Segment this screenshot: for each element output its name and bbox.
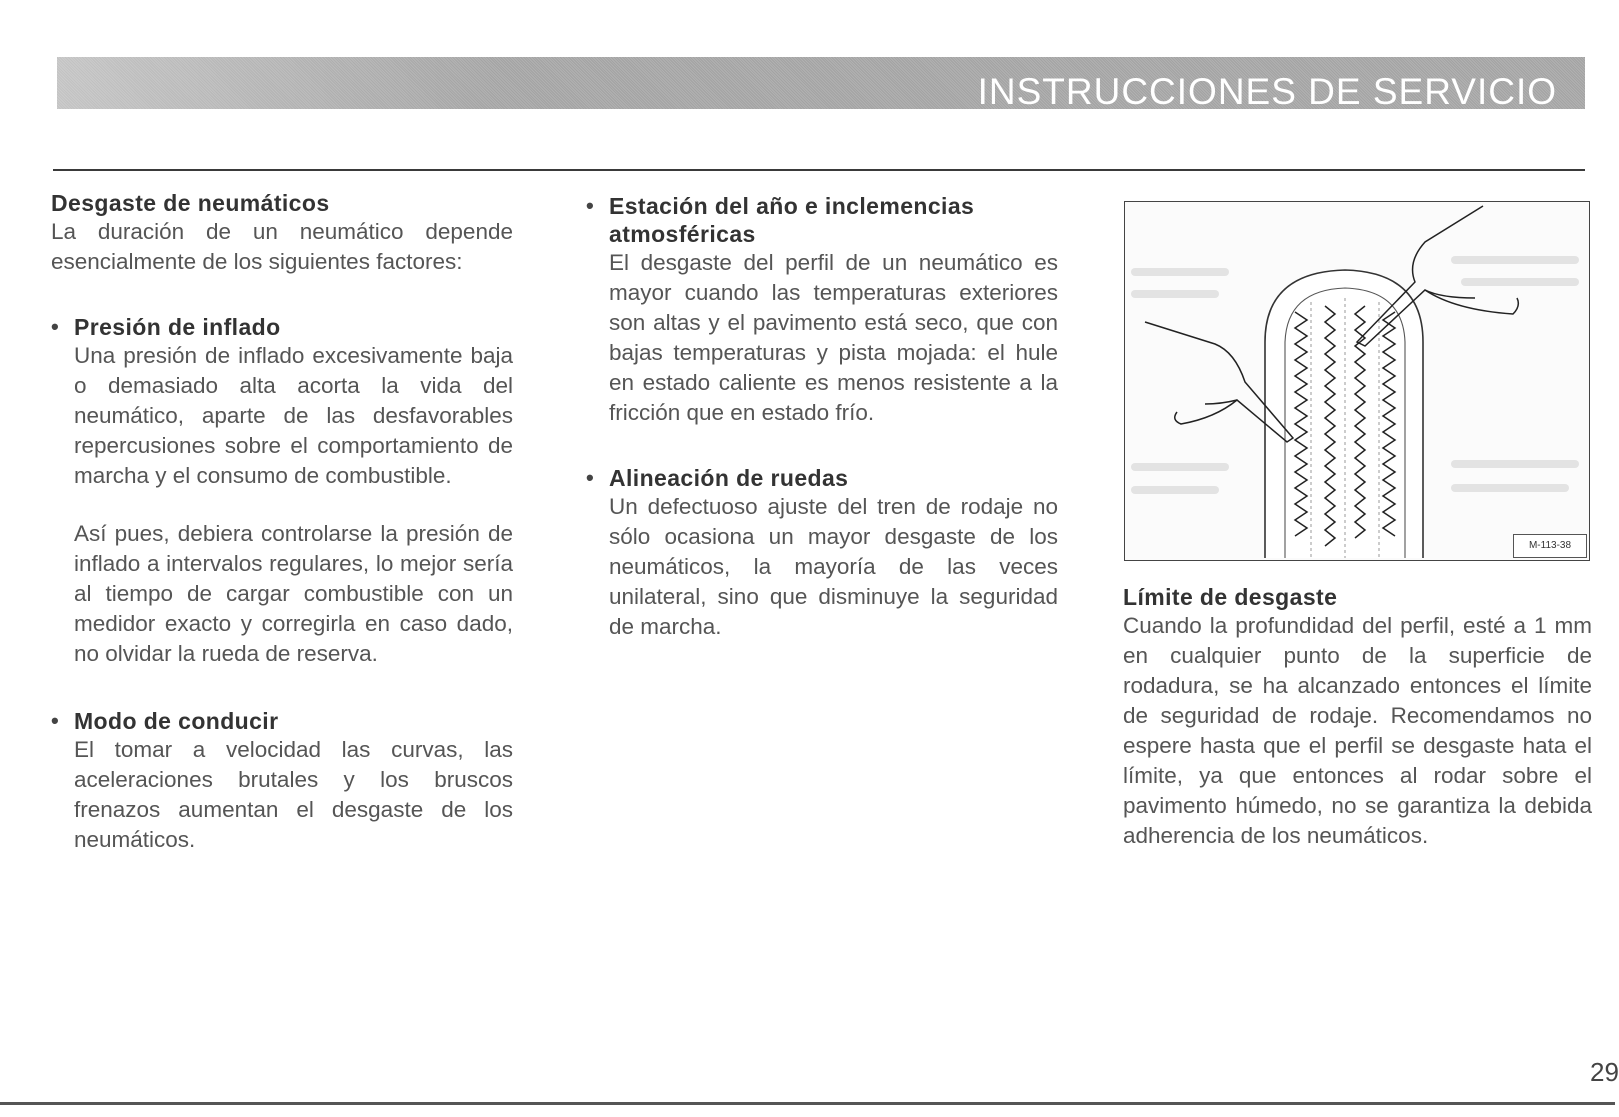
column-left <box>51 189 513 855</box>
column-middle <box>586 192 1058 642</box>
column-right <box>1123 583 1592 851</box>
heading-alignment: Alineación de ruedas <box>609 465 849 491</box>
footer-divider <box>0 1102 1615 1105</box>
bullet-driving <box>51 707 513 855</box>
section-heading-tire-wear: Desgaste de neumáticos <box>51 190 330 216</box>
pressure-paragraph-2: Así pues, debiera controlarse la presión de inflado a intervalos regulares, lo mejor sería al tiempo de cargar combustible con un medidor exacto y corregirla en caso dado, no olvidar la rueda de reserva. <box>74 521 513 666</box>
alignment-paragraph: Un defectuoso ajuste del tren de rodaje no sólo ocasiona un mayor desgaste de los neumáticos, la mayoría de las veces unilateral, sino que disminuye la seguridad de marcha. <box>609 494 1058 639</box>
intro-paragraph: La duración de un neumático depende esencialmente de los siguientes factores: <box>51 219 513 274</box>
season-paragraph: El desgaste del perfil de un neumático es mayor cuando las temperaturas exteriores son altas y el pavimento está seco, que con bajas temperaturas y pista mojada: el hule en estado caliente es menos resistente a la fricción que en estado frío. <box>609 250 1058 425</box>
bullet-alignment <box>586 464 1058 642</box>
heading-driving: Modo de conducir <box>74 708 279 734</box>
pressure-paragraph-1: Una presión de inflado excesivamente baja o demasiado alta acorta la vida del neumático, aparte de las desfavorables repercusiones sobre el comportamiento de marcha y el consumo de combustible. <box>74 343 513 488</box>
bullet-icon: • <box>586 465 594 490</box>
figure-reference-label: M-113-38 <box>1513 534 1587 558</box>
heading-season: Estación del año e inclemencias atmosféricas <box>609 193 975 247</box>
heading-pressure: Presión de inflado <box>74 314 281 340</box>
driving-paragraph: El tomar a velocidad las curvas, las aceleraciones brutales y los bruscos frenazos aumentan el desgaste de los neumáticos. <box>74 737 513 852</box>
bullet-pressure <box>51 313 513 669</box>
tire-tread-illustration <box>1124 201 1590 561</box>
bullet-icon: • <box>586 193 594 218</box>
page-header-title: INSTRUCCIONES DE SERVICIO <box>977 71 1557 112</box>
heading-wear-limit: Límite de desgaste <box>1123 584 1338 610</box>
header-band <box>57 57 1585 112</box>
header-divider <box>53 169 1585 171</box>
tire-tread-drawing <box>1125 202 1589 560</box>
bullet-icon: • <box>51 314 59 339</box>
bullet-icon: • <box>51 708 59 733</box>
page-number: 29 <box>1590 1057 1619 1087</box>
wear-limit-paragraph: Cuando la profundidad del perfil, esté a 1 mm en cualquier punto de la superficie de rodadura, se ha alcanzado entonces el límite de seguridad de rodaje. Recomendamos no espere hasta que el perfil se desgaste hata el límite, ya que entonces al rodar sobre el pavimento húmedo, no se garantiza la debida adherencia de los neumáticos. <box>1123 613 1592 848</box>
bullet-season <box>586 192 1058 428</box>
